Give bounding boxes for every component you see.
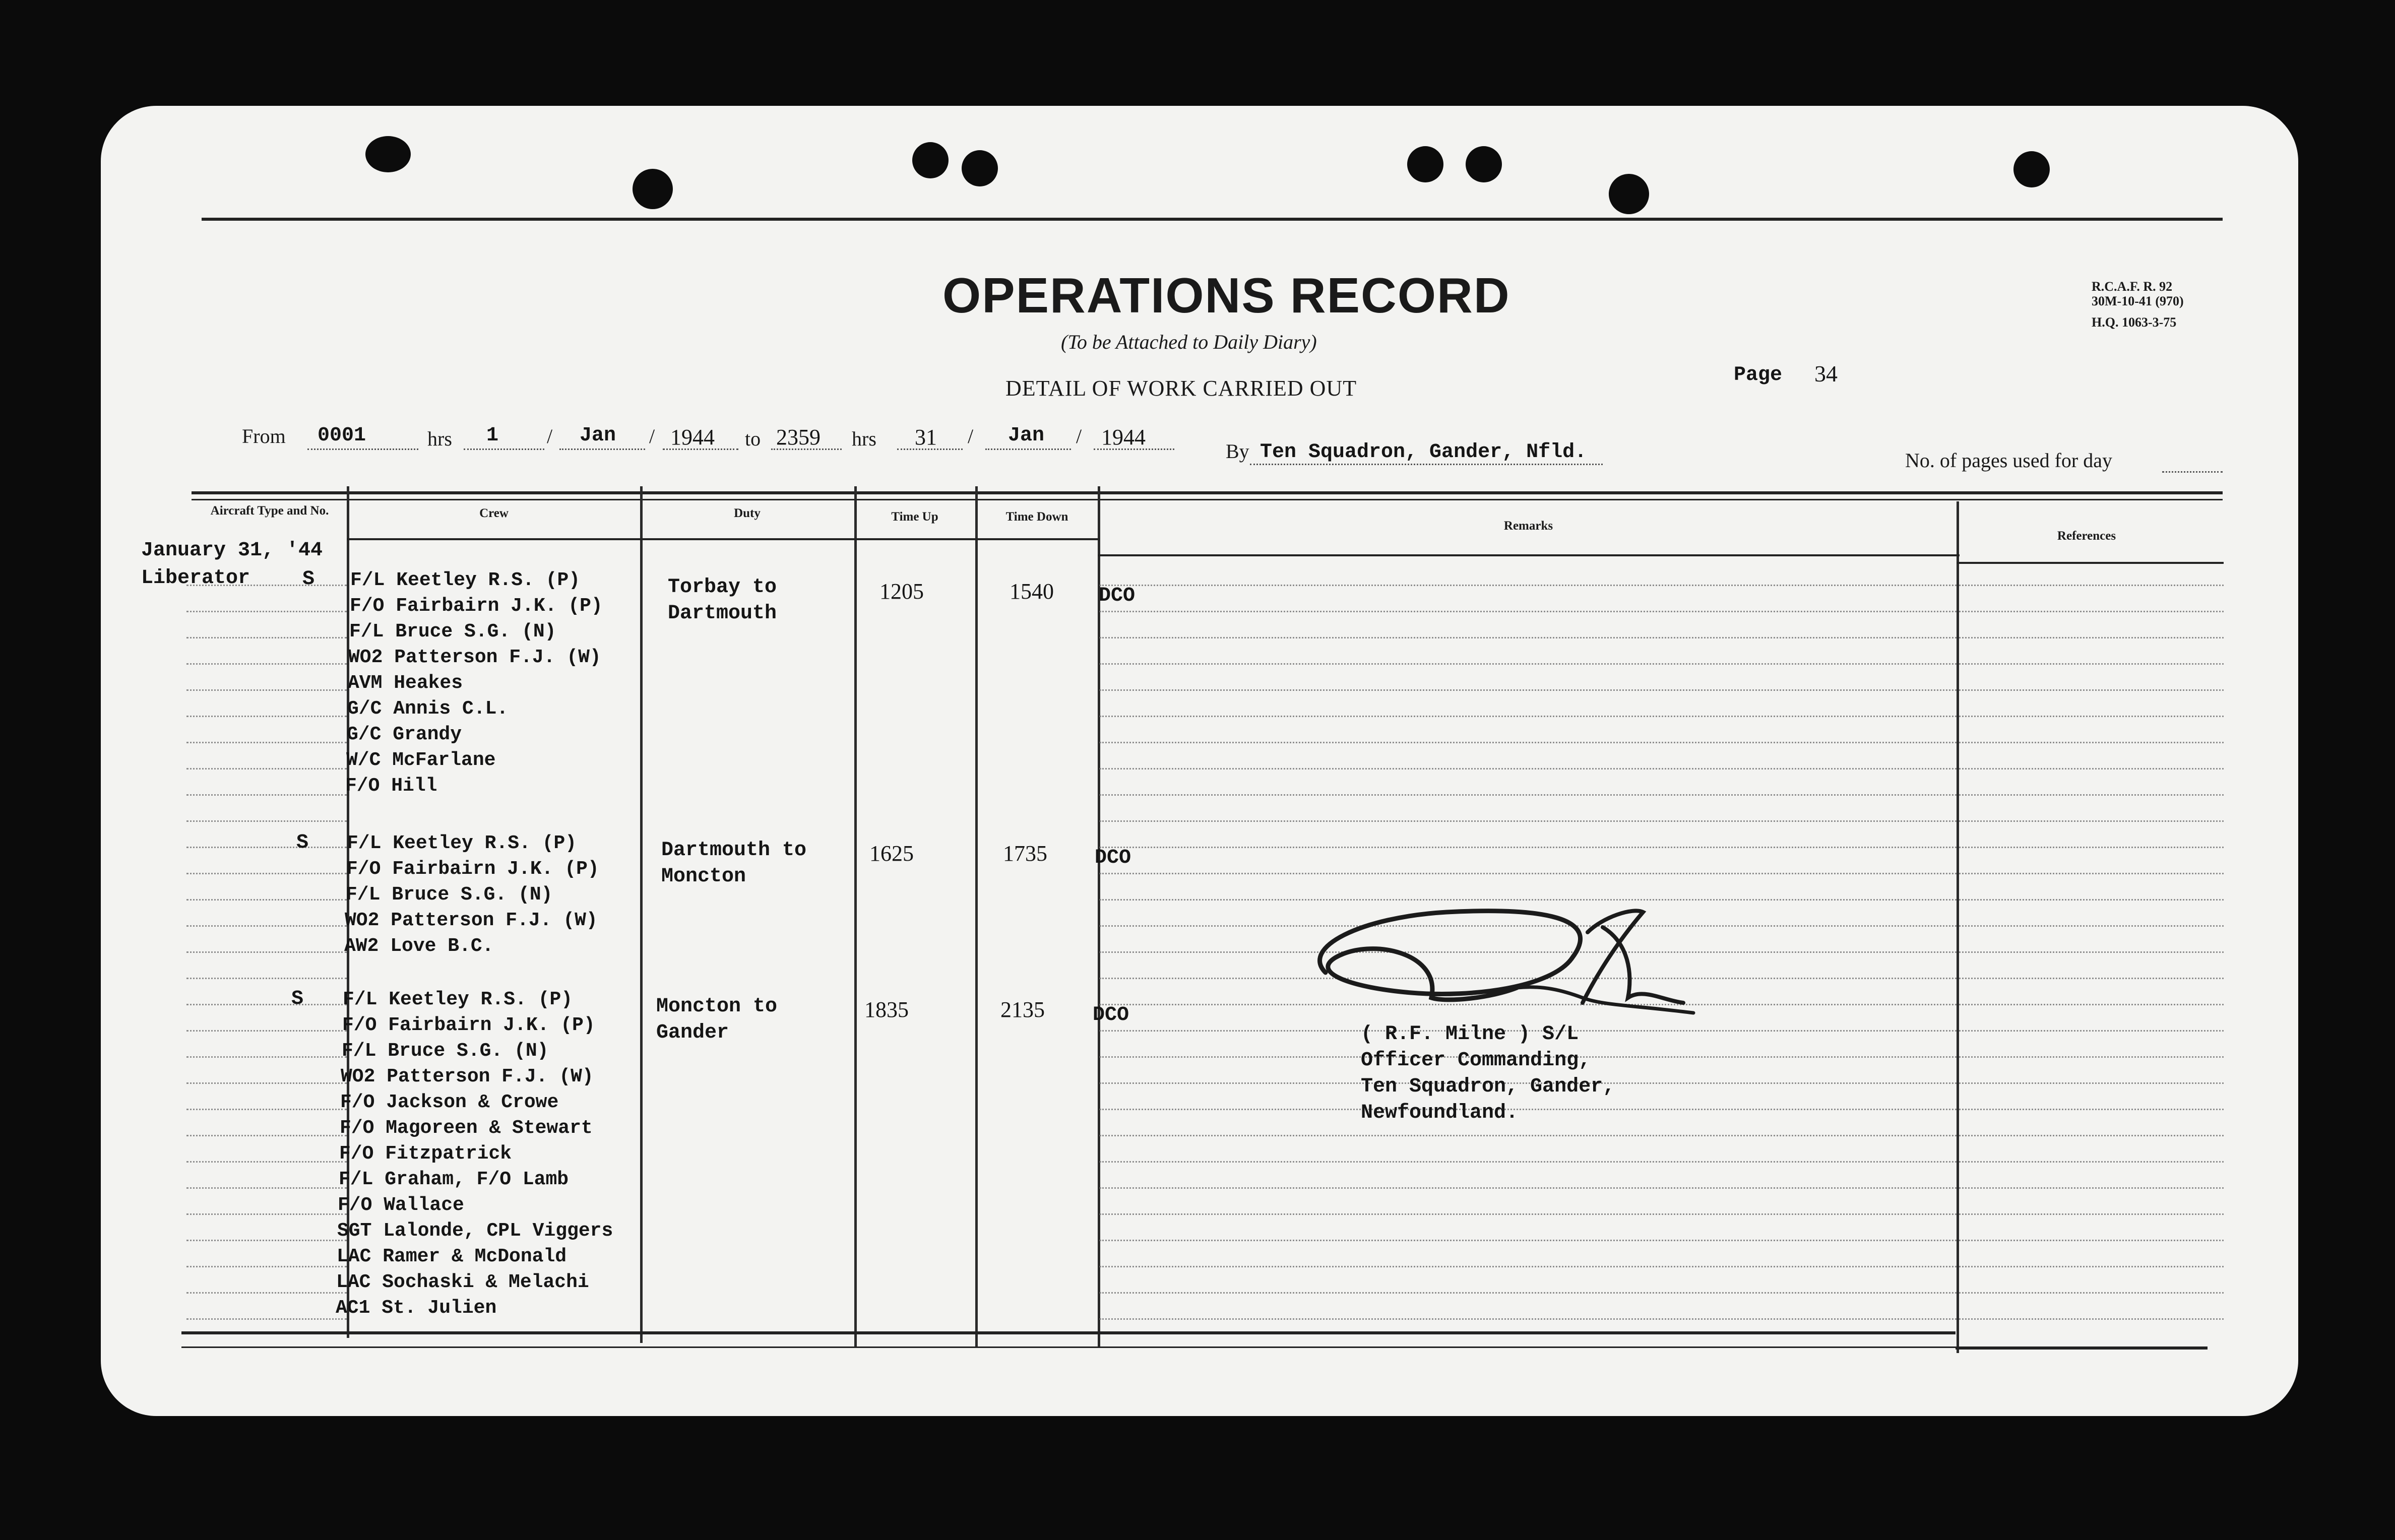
ruled-line [1100,873,1957,874]
ruled-line [1959,663,2224,665]
ruled-line [186,1135,347,1136]
ruled-line [1100,689,1957,691]
to-label: to [745,427,761,450]
crew-member: LAC Sochaski & Melachi [336,1271,589,1293]
ruled-line [1100,663,1957,665]
crew-member: F/O Fitzpatrick [339,1143,512,1165]
ruled-line [1100,1266,1957,1267]
hrs-label: hrs [427,427,452,450]
to-month: Jan [1008,424,1045,447]
pages-used-label: No. of pages used for day [1905,449,2112,472]
punch-hole [633,169,673,209]
ruled-line [1959,1030,2224,1032]
ruled-line [186,951,347,953]
crew-member: F/O Jackson & Crowe [340,1092,559,1113]
header-crew: Crew [479,506,509,520]
col-divider [1957,501,1959,1353]
ruled-line [1959,585,2224,586]
ruled-line [186,925,347,927]
time-up-flight-2: 1625 [869,841,914,866]
crew-member: SGT Lalonde, CPL Viggers [337,1220,613,1242]
duty-flight-1-line-1: Torbay to [668,576,777,599]
crew-member: W/C McFarlane [346,749,496,771]
aircraft-no-flight-1: S [302,568,315,591]
to-time: 2359 [776,425,821,450]
page-label: Page [1734,364,1783,387]
ruled-line [1959,768,2224,769]
hrs-label-2: hrs [852,427,876,450]
ruled-line [1100,585,1957,586]
to-day: 31 [915,425,937,450]
ruled-line [186,716,347,717]
ruled-line [186,1056,347,1058]
crew-member: F/L Keetley R.S. (P) [343,989,573,1010]
ruled-line [1959,1109,2224,1110]
crew-member: F/L Bruce S.G. (N) [346,884,553,906]
ruled-line [1100,820,1957,822]
ruled-line [1100,1318,1957,1320]
ruled-line [1100,768,1957,769]
crew-member: WO2 Patterson F.J. (W) [348,647,601,668]
header-time-down: Time Down [1005,510,1068,524]
crew-member: AW2 Love B.C. [344,935,494,957]
signature-title: Officer Commanding, [1361,1049,1591,1072]
punch-hole [912,142,949,178]
punch-hole [1466,146,1502,182]
crew-member: F/L Bruce S.G. (N) [342,1040,549,1062]
signature-place: Newfoundland. [1361,1102,1519,1124]
ruled-line [186,1030,347,1032]
ruled-line [186,689,347,691]
duty-flight-1-line-2: Dartmouth [668,602,777,625]
duty-flight-3-line-2: Gander [656,1021,729,1044]
ruled-line [186,663,347,665]
crew-member: F/O Hill [345,775,437,797]
ruled-line [1959,1135,2224,1136]
aircraft-type: Liberator [141,567,250,590]
ruled-line [1959,1292,2224,1294]
ruled-line [186,1004,347,1005]
crew-member: F/O Wallace [338,1194,464,1216]
ruled-line [1100,1109,1957,1110]
duty-flight-2-line-1: Dartmouth to [661,839,807,862]
ruled-line [186,768,347,769]
top-rule [202,218,2223,221]
ruled-line [186,1266,347,1267]
crew-member: F/O Fairbairn J.K. (P) [342,1014,595,1036]
crew-member: F/O Magoreen & Stewart [340,1117,593,1139]
header-time-up: Time Up [891,510,938,524]
duty-flight-3-line-1: Moncton to [656,995,778,1018]
ruled-line [186,1187,347,1189]
crew-member: G/C Annis C.L. [347,698,509,720]
crew-member: AVM Heakes [348,672,463,694]
crew-member: G/C Grandy [347,724,462,745]
punch-hole [365,136,411,172]
aircraft-no-flight-2: S [296,831,309,854]
ruled-line [1959,611,2224,612]
ruled-line [1959,1240,2224,1241]
ruled-line [186,1109,347,1110]
crew-member: WO2 Patterson F.J. (W) [345,910,598,931]
ruled-line [186,637,347,638]
remarks-flight-2: DCO [1095,847,1131,869]
time-down-flight-2: 1735 [1003,841,1047,866]
col-divider [975,486,978,1348]
signature-name: ( R.F. Milne ) S/L [1361,1023,1579,1046]
entry-date: January 31, '44 [141,539,323,562]
signature-unit: Ten Squadron, Gander, [1361,1075,1615,1098]
time-up-flight-3: 1835 [864,997,909,1022]
ruled-line [1959,1318,2224,1320]
ruled-line [1100,1292,1957,1294]
ruled-line [1959,794,2224,796]
unit-name: Ten Squadron, Gander, Nfld. [1260,441,1587,464]
ruled-line [1959,978,2224,979]
col-divider [1098,486,1100,1348]
aircraft-no-flight-3: S [291,988,304,1010]
ruled-line [1959,1187,2224,1189]
ruled-line [186,1318,347,1320]
from-day: 1 [486,424,499,447]
ruled-line [186,1082,347,1084]
punch-hole [962,150,998,186]
crew-member: WO2 Patterson F.J. (W) [341,1066,594,1087]
header-references: References [2057,529,2116,543]
punch-hole [1609,174,1649,214]
form-detail-heading: DETAIL OF WORK CARRIED OUT [1005,376,1357,401]
ruled-line [186,978,347,979]
crew-member: LAC Ramer & McDonald [337,1246,567,1267]
ruled-line [1959,1004,2224,1005]
ruled-line [1959,1213,2224,1215]
from-time: 0001 [318,424,366,447]
punch-hole [2013,151,2050,187]
from-year: 1944 [670,425,715,450]
punch-hole [1407,146,1443,182]
duty-flight-2-line-2: Moncton [661,865,746,888]
time-up-flight-1: 1205 [879,579,924,604]
col-divider [640,486,643,1343]
ruled-line [186,1240,347,1241]
ruled-line [186,847,347,848]
ruled-line [186,899,347,901]
by-label: By [1226,440,1249,463]
crew-member: F/L Keetley R.S. (P) [350,569,581,591]
ruled-line [186,794,347,796]
crew-member: F/L Graham, F/O Lamb [339,1169,569,1190]
ruled-line [1959,899,2224,901]
ruled-line [1959,925,2224,927]
ruled-line [1959,637,2224,638]
ruled-line [1959,689,2224,691]
table-bottom-rule [181,1331,1956,1334]
ruled-line [186,873,347,874]
ruled-line [1100,1161,1957,1163]
col-divider [854,486,857,1348]
table-top-rule [192,491,2223,494]
time-down-flight-3: 2135 [1000,997,1045,1022]
ruled-line [1100,847,1957,848]
ruled-line [1100,1187,1957,1189]
form-subtitle: (To be Attached to Daily Diary) [1061,331,1317,353]
page-number: 34 [1814,361,1838,387]
crew-member: F/O Fairbairn J.K. (P) [350,595,603,617]
ruled-line [186,742,347,743]
crew-member: AC1 St. Julien [336,1297,497,1319]
ruled-line [186,1213,347,1215]
crew-member: F/L Keetley R.S. (P) [347,832,577,854]
form-title: OPERATIONS RECORD [942,268,1510,323]
header-duty: Duty [734,506,761,520]
ruled-line [186,1292,347,1294]
ruled-line [1959,716,2224,717]
to-year: 1944 [1101,425,1146,450]
header-aircraft: Aircraft Type and No. [210,504,329,518]
ruled-line [1959,1266,2224,1267]
ruled-line [1959,847,2224,848]
ruled-line [186,820,347,822]
ruled-line [186,1161,347,1163]
ruled-line [186,611,347,612]
ruled-line [1959,1082,2224,1084]
ruled-line [1100,1135,1957,1136]
ruled-line [1100,742,1957,743]
form-code: R.C.A.F. R. 92 30M-10-41 (970) H.Q. 1063-3-75 [2092,279,2184,330]
ruled-line [1959,873,2224,874]
ruled-line [1100,794,1957,796]
time-down-flight-1: 1540 [1010,579,1054,604]
ruled-line [1959,951,2224,953]
header-remarks: Remarks [1503,519,1553,533]
crew-member: F/L Bruce S.G. (N) [349,621,556,643]
remarks-flight-1: DCO [1099,585,1136,607]
ruled-line [1959,1161,2224,1163]
ruled-line [1100,716,1957,717]
crew-member: F/O Fairbairn J.K. (P) [346,858,599,880]
ruled-line [1100,1240,1957,1241]
ruled-line [1959,1056,2224,1058]
ruled-line [1100,1213,1957,1215]
remarks-flight-3: DCO [1093,1004,1129,1026]
ruled-line [1100,637,1957,638]
ruled-line [1100,611,1957,612]
from-month: Jan [580,424,616,447]
ruled-line [1959,820,2224,822]
ruled-line [1959,742,2224,743]
from-label: From [242,425,286,447]
